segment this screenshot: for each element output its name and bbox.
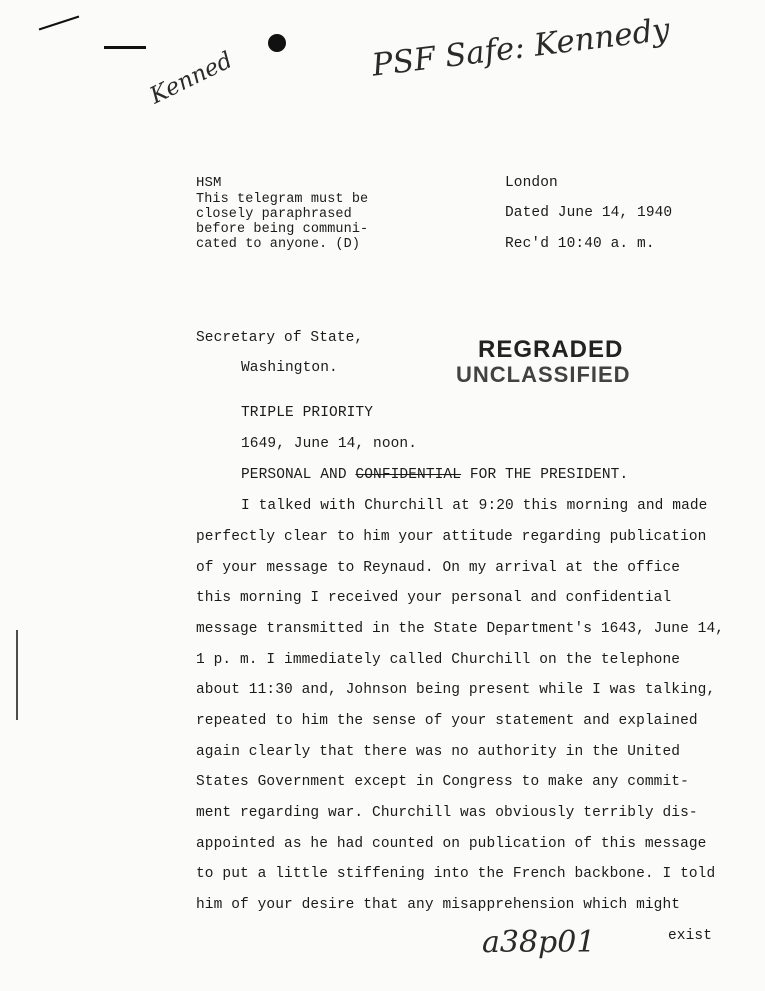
classification-suffix: FOR THE PRESIDENT. <box>461 467 629 483</box>
regraded-stamp-line-1: REGRADED <box>478 336 624 363</box>
body-line-8: repeated to him the sense of your statement and explained <box>196 713 698 729</box>
margin-stroke-top <box>39 16 80 31</box>
received-line: Rec'd 10:40 a. m. <box>505 236 655 252</box>
body-line-7: about 11:30 and, Johnson being present while I was talking, <box>196 682 716 698</box>
handwritten-note-top-right: PSF Safe: Kennedy <box>370 11 672 84</box>
handwritten-folio-number: a38p01 <box>482 925 596 960</box>
paraphrase-notice-line-3: before being communi- <box>196 222 369 237</box>
classification-prefix: PERSONAL AND <box>241 467 356 483</box>
priority-line: TRIPLE PRIORITY <box>241 405 374 421</box>
body-line-1: I talked with Churchill at 9:20 this morning and made <box>241 498 708 514</box>
margin-stroke-left <box>16 630 18 720</box>
catchword: exist <box>668 928 713 944</box>
paraphrase-notice-line-1: This telegram must be <box>196 192 369 207</box>
body-line-5: message transmitted in the State Department's 1643, June 14, <box>196 621 725 637</box>
regraded-stamp-line-2: UNCLASSIFIED <box>456 362 631 387</box>
addressee-title: Secretary of State, <box>196 330 364 346</box>
ink-blot <box>268 34 286 52</box>
body-line-6: 1 p. m. I immediately called Churchill on the telephone <box>196 652 681 668</box>
classification-struck-word: CONFIDENTIAL <box>355 467 462 483</box>
message-number-line: 1649, June 14, noon. <box>241 436 418 452</box>
origin-city: London <box>505 175 558 191</box>
body-line-3: of your message to Reynaud. On my arrival at the office <box>196 560 681 576</box>
margin-stroke-bar <box>104 46 146 49</box>
routing-initials: HSM <box>196 175 222 191</box>
paraphrase-notice-line-2: closely paraphrased <box>196 207 352 222</box>
handwritten-note-top-left: Kenned <box>146 47 237 110</box>
body-line-12: appointed as he had counted on publication of this message <box>196 836 707 852</box>
body-line-9: again clearly that there was no authority in the United <box>196 744 681 760</box>
paraphrase-notice-line-4: cated to anyone. (D) <box>196 237 361 252</box>
classification-line <box>241 467 628 483</box>
body-line-4: this morning I received your personal and confidential <box>196 590 672 606</box>
dated-line: Dated June 14, 1940 <box>505 205 673 221</box>
body-line-14: him of your desire that any misapprehension which might <box>196 897 681 913</box>
body-line-2: perfectly clear to him your attitude regarding publication <box>196 529 707 545</box>
body-line-11: ment regarding war. Churchill was obviously terribly dis- <box>196 805 698 821</box>
body-line-10: States Government except in Congress to make any commit- <box>196 774 689 790</box>
body-line-13: to put a little stiffening into the French backbone. I told <box>196 866 716 882</box>
addressee-city: Washington. <box>241 360 338 376</box>
